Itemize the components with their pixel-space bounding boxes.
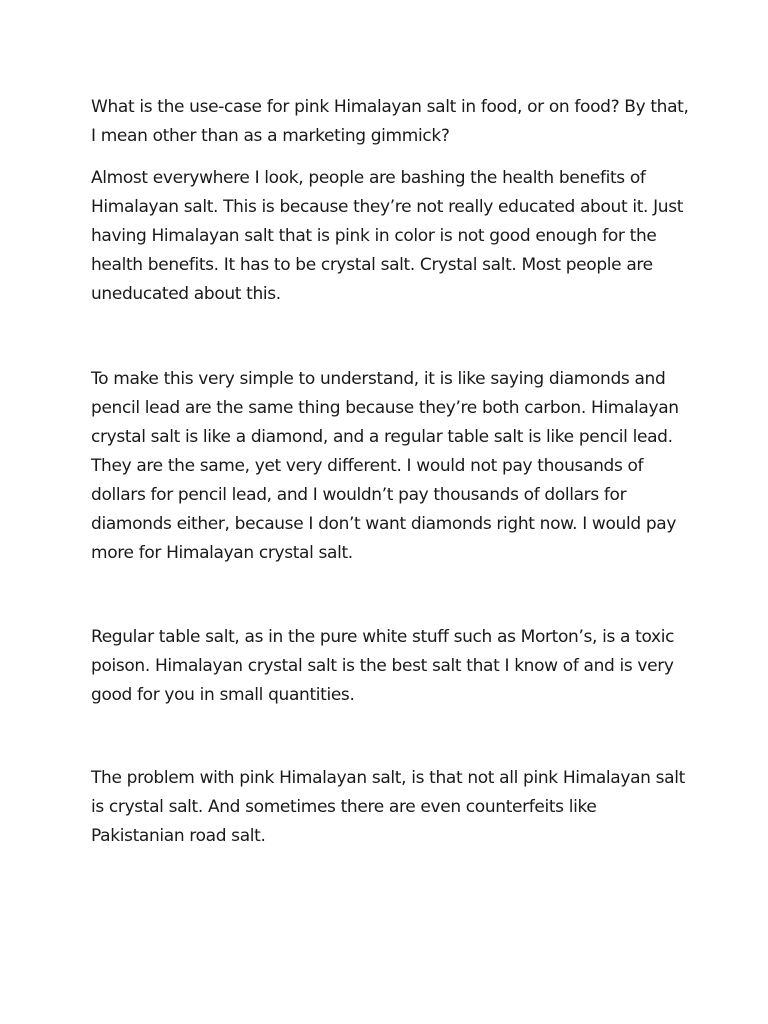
- paragraph-health-benefits: Almost everywhere I look, people are bashing the health benefits of Himalayan salt. This is because they’re not really educated about it. Just having Himalayan salt that is pink in color is not good enough for the health benefits. It has to be crystal salt. Crystal salt. Most people are uneducated about this.: [91, 168, 684, 304]
- paragraph-table-salt: Regular table salt, as in the pure white stuff such as Morton’s, is a toxic poison. Himalayan crystal salt is the best salt that I know of and is very good for you in small quantities.: [91, 627, 675, 705]
- paragraph-question: What is the use-case for pink Himalayan salt in food, or on food? By that, I mean other than as a marketing gimmick?: [91, 97, 689, 146]
- paragraph-counterfeits: The problem with pink Himalayan salt, is that not all pink Himalayan salt is crystal salt. And sometimes there are even counterfeits like Pakistanian road salt.: [91, 768, 685, 846]
- paragraph-diamond-analogy: To make this very simple to understand, it is like saying diamonds and pencil lead are the same thing because they’re both carbon. Himalayan crystal salt is like a diamond, and a regular table salt is like pencil lead. They are the same, yet very different. I would not pay thousands of dollars for pencil lead, and I wouldn’t pay thousands of dollars for diamonds either, because I don’t want diamonds right now. I would pay more for Himalayan crystal salt.: [91, 369, 679, 563]
